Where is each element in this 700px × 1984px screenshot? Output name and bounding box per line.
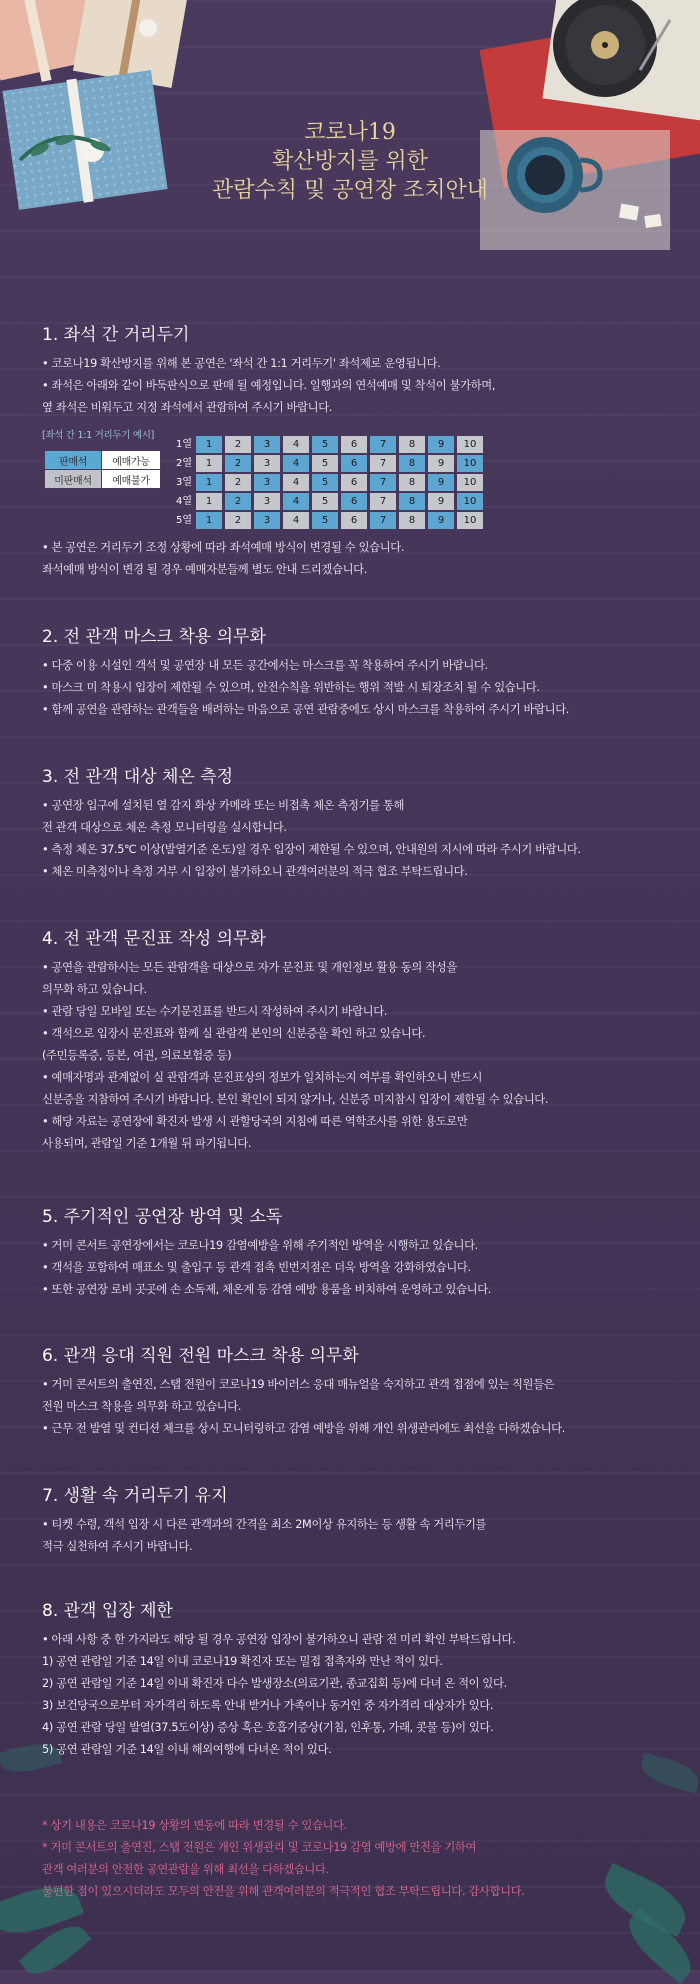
seat-unavailable: 2	[225, 436, 251, 453]
seat-available: 6	[341, 493, 367, 510]
seat-unavailable: 8	[399, 512, 425, 529]
seat-row	[176, 512, 486, 530]
seat-row	[176, 474, 486, 492]
section-line: 4) 공연 관람 당일 발열(37.5도이상) 증상 혹은 호흡기증상(기침, 인후통, 가래, 콧물 등)이 있다.	[42, 1721, 494, 1734]
section-line: • 다중 이용 시설인 객석 및 공연장 내 모든 공간에서는 마스크를 꼭 착용하여 주시기 바랍니다.	[42, 659, 488, 672]
seat-row-label: 2열	[176, 458, 193, 469]
section-line: 사용되며, 관람일 기준 1개월 뒤 파기됩니다.	[42, 1137, 252, 1150]
section-line: 적극 실천하여 주시기 바랍니다.	[42, 1540, 193, 1553]
section-line: 의무화 하고 있습니다.	[42, 983, 147, 996]
seat-row-label: 1열	[176, 439, 193, 450]
seat-unavailable: 7	[370, 493, 396, 510]
seat-available: 7	[370, 436, 396, 453]
section-disinfection	[42, 1206, 672, 1301]
section-mask-mandatory	[42, 626, 672, 721]
footnote-line: 불편한 점이 있으시더라도 모두의 안전을 위해 관객여러분의 적극적인 협조 부탁드립니다. 감사합니다.	[42, 1885, 525, 1898]
seat-legend	[44, 450, 161, 489]
seat-unavailable: 4	[283, 474, 309, 491]
seat-distancing-example	[42, 427, 662, 527]
section-line: • 아래 사항 중 한 가지라도 해당 될 경우 공연장 입장이 불가하오니 관람 전 미리 확인 부탁드립니다.	[42, 1633, 516, 1646]
section-daily-distancing	[42, 1485, 672, 1558]
section-line: • 마스크 미 착용시 입장이 제한될 수 있으며, 안전수칙을 위반하는 행위 적발 시 퇴장조치 될 수 있습니다.	[42, 681, 540, 694]
seat-available: 9	[428, 474, 454, 491]
seat-unavailable: 9	[428, 493, 454, 510]
seat-available: 3	[254, 474, 280, 491]
seat-row	[176, 493, 486, 511]
section-line: 1) 공연 관람일 기준 14일 이내 코로나19 확진자 또는 밀접 접촉자와 만난 적이 있다.	[42, 1655, 443, 1668]
section-staff-mask	[42, 1345, 672, 1440]
seat-unavailable: 10	[457, 436, 483, 453]
seat-unavailable: 2	[225, 474, 251, 491]
seat-unavailable: 3	[254, 455, 280, 472]
seat-row	[176, 436, 486, 454]
seat-row	[176, 455, 486, 473]
section-heading: 7. 생활 속 거리두기 유지	[42, 1486, 228, 1506]
section-heading: 1. 좌석 간 거리두기	[42, 325, 190, 345]
seat-available: 5	[312, 474, 338, 491]
seat-row-label: 3열	[176, 477, 193, 488]
section-line: • 거미 콘서트 공연장에서는 코로나19 감염예방을 위해 주기적인 방역을 시행하고 있습니다.	[42, 1239, 478, 1252]
section-line: • 또한 공연장 로비 곳곳에 손 소독제, 체온계 등 감염 예방 용품을 비치하여 운영하고 있습니다.	[42, 1283, 491, 1296]
seat-available: 8	[399, 493, 425, 510]
section-line: 옆 좌석은 비워두고 지정 좌석에서 관람하여 주시기 바랍니다.	[42, 401, 333, 414]
seat-available: 3	[254, 436, 280, 453]
seat-available: 4	[283, 455, 309, 472]
section-line: • 좌석은 아래와 같이 바둑판식으로 판매 될 예정입니다. 일행과의 연석예매 및 착석이 불가하며,	[42, 379, 496, 392]
section-line: • 객석을 포함하여 매표소 및 출입구 등 관객 접촉 빈번지점은 더욱 방역을 강화하였습니다.	[42, 1261, 471, 1274]
section-seat-distancing	[42, 324, 672, 419]
seat-available: 10	[457, 493, 483, 510]
section-line: • 해당 자료는 공연장에 확진자 발생 시 관할당국의 지침에 따른 역학조사를 위한 용도로만	[42, 1115, 468, 1128]
seat-unavailable: 4	[283, 436, 309, 453]
seat-unavailable: 10	[457, 512, 483, 529]
seat-unavailable: 4	[283, 512, 309, 529]
legend-label-available: 판매석	[45, 451, 102, 470]
section-line: 전 관객 대상으로 체온 측정 모니터링을 실시합니다.	[42, 821, 287, 834]
seat-row-label: 5열	[176, 515, 193, 526]
seat-available: 7	[370, 512, 396, 529]
section-line: 3) 보건당국으로부터 자가격리 하도록 안내 받거나 가족이나 동거인 중 자가격리 대상자가 있다.	[42, 1699, 494, 1712]
seat-unavailable: 2	[225, 512, 251, 529]
section-heading: 4. 전 관객 문진표 작성 의무화	[42, 929, 266, 949]
seat-row-label: 4열	[176, 496, 193, 507]
section-line: (주민등록증, 등본, 여권, 의료보험증 등)	[42, 1049, 232, 1062]
seat-unavailable: 5	[312, 455, 338, 472]
section-line: 신분증을 지참하여 주시기 바랍니다. 본인 확인이 되지 않거나, 신분증 미지참시 입장이 제한될 수 있습니다.	[42, 1093, 549, 1106]
section-entry-restriction	[42, 1600, 672, 1761]
title-line: 코로나19	[304, 120, 396, 145]
seat-unavailable: 8	[399, 436, 425, 453]
title-line: 관람수칙 및 공연장 조치안내	[211, 178, 488, 203]
section-heading: 8. 관객 입장 제한	[42, 1601, 173, 1621]
page-title	[0, 118, 700, 205]
footnote	[42, 1815, 662, 1903]
section-line: • 체온 미측정이나 측정 거부 시 입장이 불가하오니 관객여러분의 적극 협조 부탁드립니다.	[42, 865, 468, 878]
seat-unavailable: 6	[341, 436, 367, 453]
section-heading: 2. 전 관객 마스크 착용 의무화	[42, 627, 266, 647]
seat-available: 6	[341, 455, 367, 472]
section-line: 전원 마스크 착용을 의무화 하고 있습니다.	[42, 1400, 242, 1413]
seat-unavailable: 7	[370, 455, 396, 472]
legend-label-unavailable: 미판매석	[45, 470, 102, 489]
seat-unavailable: 8	[399, 474, 425, 491]
seat-unavailable: 9	[428, 455, 454, 472]
seat-available: 1	[196, 436, 222, 453]
seat-available: 9	[428, 512, 454, 529]
seat-unavailable: 6	[341, 512, 367, 529]
seat-example-caption: [좌석 간 1:1 거리두기 예시]	[42, 430, 154, 441]
seat-available: 8	[399, 455, 425, 472]
section-line: • 거미 콘서트의 출연진, 스탭 전원이 코로나19 바이러스 응대 매뉴얼을 숙지하고 관객 접점에 있는 직원들은	[42, 1378, 555, 1391]
section-line: • 근무 전 발열 및 컨디션 체크를 상시 모니터링하고 감염 예방을 위해 개인 위생관리에도 최선을 다하겠습니다.	[42, 1422, 565, 1435]
section-line: • 측정 체온 37.5℃ 이상(발열기준 온도)일 경우 입장이 제한될 수 있으며, 안내원의 지시에 따라 주시기 바랍니다.	[42, 843, 581, 856]
section-line: • 함께 공연을 관람하는 관객들을 배려하는 마음으로 공연 관람중에도 상시 마스크를 착용하여 주시기 바랍니다.	[42, 703, 570, 716]
seat-available: 1	[196, 474, 222, 491]
section-line: 5) 공연 관람일 기준 14일 이내 해외여행에 다녀온 적이 있다.	[42, 1743, 332, 1756]
seat-available: 10	[457, 455, 483, 472]
seat-available: 2	[225, 455, 251, 472]
legend-value-unavailable: 예매불가	[102, 470, 161, 489]
section-heading: 5. 주기적인 공연장 방역 및 소독	[42, 1207, 283, 1227]
seat-unavailable: 5	[312, 493, 338, 510]
seat-available: 4	[283, 493, 309, 510]
seat-available: 5	[312, 436, 338, 453]
seat-available: 2	[225, 493, 251, 510]
section-line: 좌석예매 방식이 변경 될 경우 예매자분들께 별도 안내 드리겠습니다.	[42, 563, 367, 576]
section-line: 2) 공연 관람일 기준 14일 이내 확진자 다수 발생장소(의료기관, 종교집회 등)에 다녀 온 적이 있다.	[42, 1677, 507, 1690]
seat-available: 1	[196, 512, 222, 529]
section-temperature-check	[42, 766, 672, 883]
seat-available: 7	[370, 474, 396, 491]
section-questionnaire	[42, 928, 672, 1155]
seat-unavailable: 6	[341, 474, 367, 491]
section-line: • 예매자명과 관계없이 실 관람객과 문진표상의 정보가 일치하는지 여부를 확인하오니 반드시	[42, 1071, 483, 1084]
legend-value-available: 예매가능	[102, 451, 161, 470]
section-line: • 코로나19 확산방지를 위해 본 공연은 '좌석 간 1:1 거리두기' 좌석제로 운영됩니다.	[42, 357, 441, 370]
section-line: • 티켓 수령, 객석 입장 시 다른 관객과의 간격을 최소 2M이상 유지하는 등 생활 속 거리두기를	[42, 1518, 487, 1531]
section-heading: 6. 관객 응대 직원 전원 마스크 착용 의무화	[42, 1346, 359, 1366]
seat-available: 3	[254, 512, 280, 529]
section-line: • 본 공연은 거리두기 조정 상황에 따라 좌석예매 방식이 변경될 수 있습니다.	[42, 541, 405, 554]
footnote-line: * 상기 내용은 코로나19 상황의 변동에 따라 변경될 수 있습니다.	[42, 1819, 347, 1832]
seat-available: 5	[312, 512, 338, 529]
section-line: • 공연을 관람하시는 모든 관람객을 대상으로 자가 문진표 및 개인정보 활용 동의 작성을	[42, 961, 457, 974]
title-line: 확산방지를 위한	[272, 149, 428, 174]
section-line: • 관람 당일 모바일 또는 수기문진표를 반드시 작성하여 주시기 바랍니다.	[42, 1005, 388, 1018]
seat-unavailable: 10	[457, 474, 483, 491]
seat-unavailable: 1	[196, 493, 222, 510]
section-seat-notice	[42, 537, 672, 581]
seat-unavailable: 3	[254, 493, 280, 510]
footnote-line: 관객 여러분의 안전한 공연관람을 위해 최선을 다하겠습니다.	[42, 1863, 329, 1876]
section-line: • 객석으로 입장시 문진표와 함께 실 관람객 본인의 신분증을 확인 하고 있습니다.	[42, 1027, 426, 1040]
seat-available: 9	[428, 436, 454, 453]
footnote-line: * 거미 콘서트의 출연진, 스탭 전원은 개인 위생관리 및 코로나19 감염 예방에 만전을 기하여	[42, 1841, 477, 1854]
seat-unavailable: 1	[196, 455, 222, 472]
section-line: • 공연장 입구에 설치된 열 감지 화상 카메라 또는 비접촉 체온 측정기를 통해	[42, 799, 405, 812]
section-heading: 3. 전 관객 대상 체온 측정	[42, 767, 234, 787]
